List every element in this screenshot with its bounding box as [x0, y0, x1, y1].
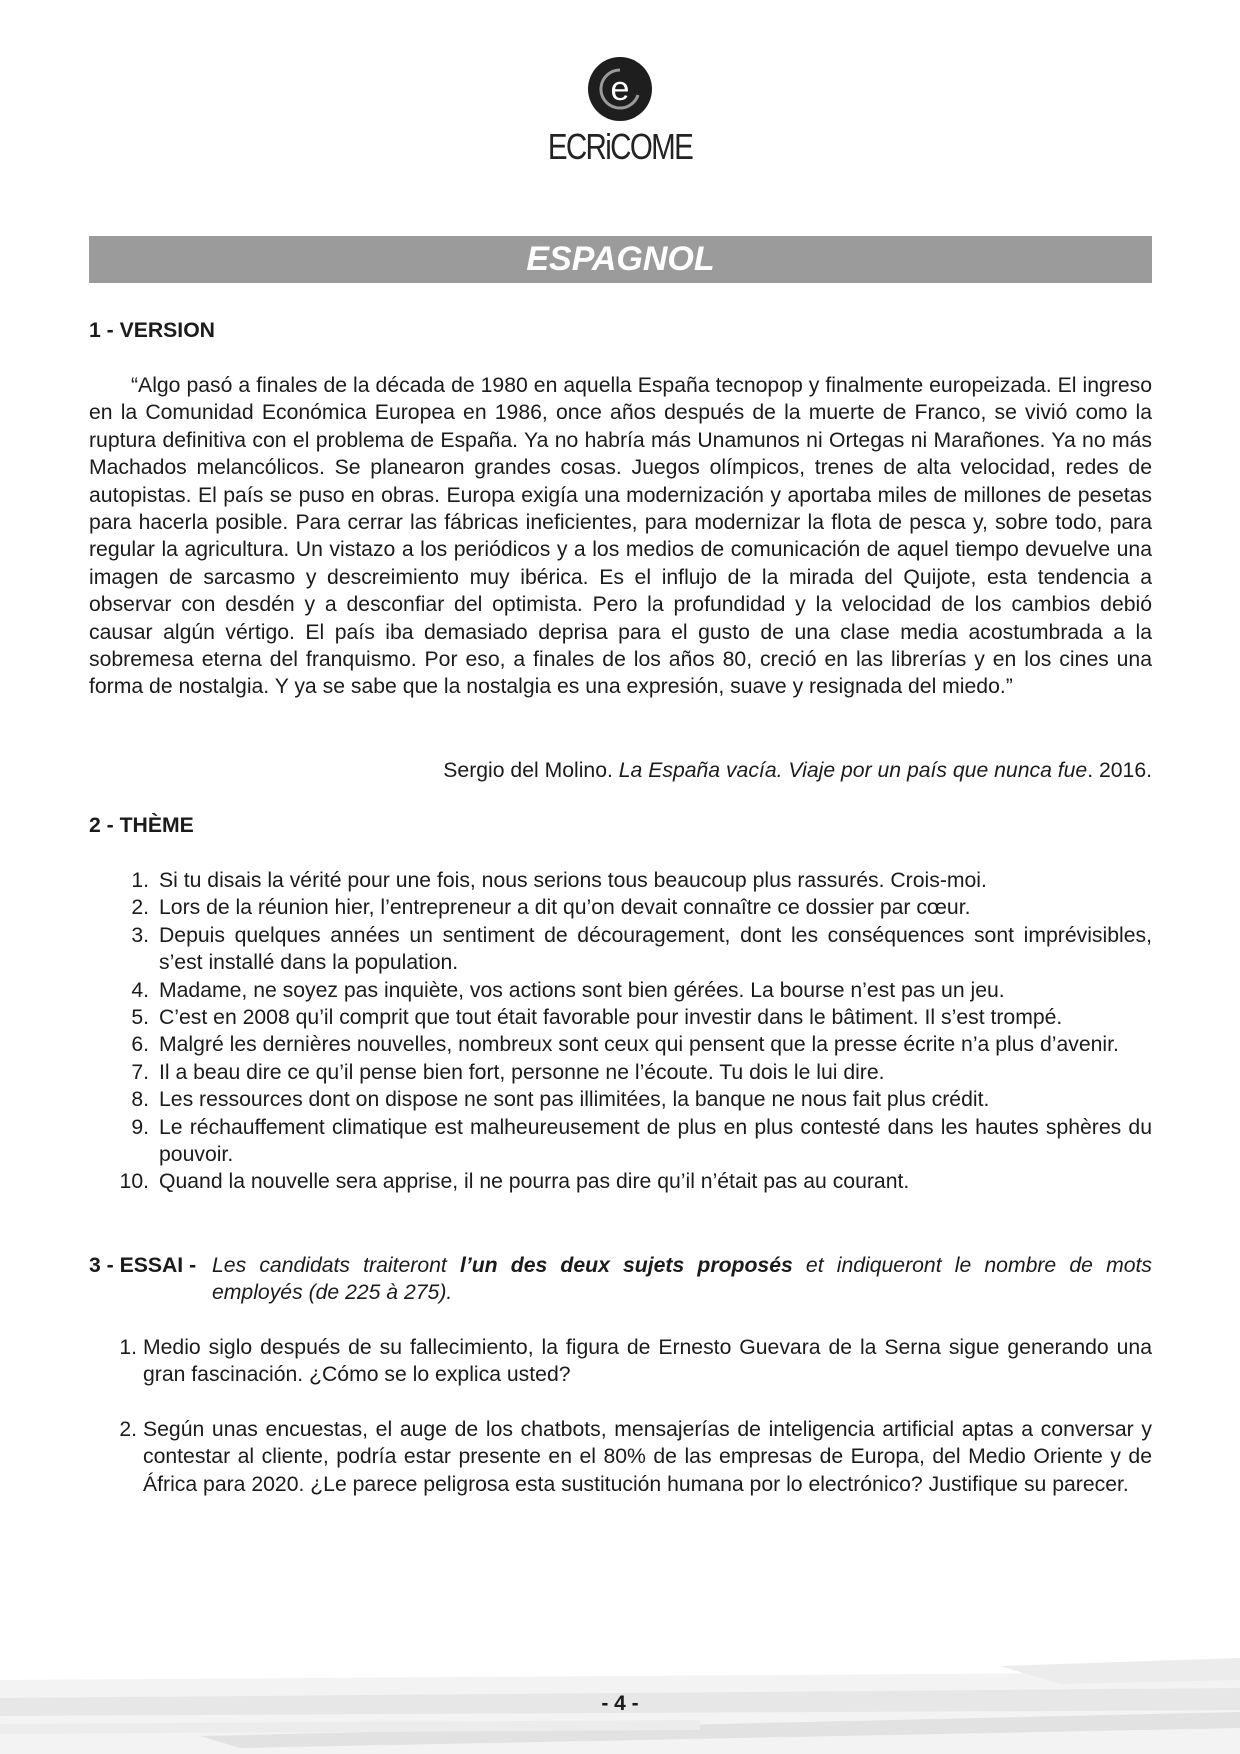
theme-list-block	[89, 867, 1152, 1196]
version-text-block	[89, 372, 1152, 701]
version-section	[89, 317, 1152, 344]
source-year: . 2016.	[1087, 759, 1152, 782]
theme-sentence	[89, 1031, 1152, 1058]
theme-sentence-text: Lors de la réunion hier, l’entrepreneur a dit qu’on devait connaître ce dossier par cœur.	[159, 896, 971, 920]
theme-sentence-text: Malgré les dernières nouvelles, nombreux sont ceux qui pensent que la presse écrite n’a plus d’avenir.	[159, 1033, 1119, 1057]
essai-instruction-part1: Les candidats traiteront	[212, 1254, 460, 1277]
essai-instruction-emphasis: l’un des deux sujets proposés	[459, 1254, 793, 1277]
theme-sentence-number: 7.	[131, 1060, 149, 1084]
theme-sentence-number: 1.	[131, 869, 149, 892]
essai-topic-text: Según unas encuestas, el auge de los chatbots, mensajerías de inteligencia artificial aptas a conversar y contestar al cliente, podría estar presente en el 80% de las empresas de Europa, del Medio Oriente y de África para 2020. ¿Le parece peligrosa esta sustitución humana por lo electrónico? Justifique su parecer.	[143, 1417, 1152, 1496]
theme-sentence-number: 9.	[131, 1115, 149, 1139]
source-book-title: La España vacía. Viaje por un país que nunca fue	[618, 759, 1088, 782]
theme-sentence	[89, 922, 1152, 977]
theme-sentence-text: Si tu disais la vérité pour une fois, nous serions tous beaucoup plus rassurés. Crois-moi.	[159, 869, 987, 892]
svg-text:e: e	[610, 70, 630, 108]
theme-sentence	[89, 1086, 1152, 1113]
essai-topic-number: 2.	[119, 1417, 137, 1441]
theme-sentence-number: 10.	[119, 1170, 149, 1194]
theme-sentence-text: Madame, ne soyez pas inquiète, vos actions sont bien gérées. La bourse n’est pas un jeu.	[159, 978, 1005, 1002]
theme-sentence-text: Depuis quelques années un sentiment de découragement, dont les conséquences sont imprévisibles, s’est installé dans la population.	[159, 923, 1152, 975]
theme-sentence-text: Quand la nouvelle sera apprise, il ne pourra pas dire qu’il n’était pas au courant.	[159, 1170, 910, 1194]
essai-topic-list	[89, 1334, 1152, 1498]
essai-topic-number: 1.	[119, 1336, 137, 1359]
theme-sentence-text: Le réchauffement climatique est malheureusement de plus en plus contesté dans les hautes sphères du pouvoir.	[159, 1115, 1152, 1167]
ecricome-wordmark: ECRiCOME	[547, 126, 693, 167]
subject-title-banner	[89, 236, 1152, 283]
theme-sentence-number: 8.	[131, 1088, 149, 1112]
theme-sentence-list	[89, 867, 1152, 1196]
page-number: - 4 -	[601, 1692, 639, 1715]
theme-sentence-number: 3.	[131, 923, 149, 947]
essai-instruction-part2: et indiqueront le nombre de mots employés (de 225 à 275).	[212, 1254, 1152, 1305]
essai-topics-block	[89, 1334, 1152, 1525]
theme-sentence	[89, 1168, 1152, 1195]
theme-sentence-text: C’est en 2008 qu’il comprit que tout était favorable pour investir dans le bâtiment. Il s’est trompé.	[159, 1006, 1063, 1030]
theme-heading: 2 - THÈME	[89, 814, 194, 837]
theme-sentence-number: 6.	[131, 1033, 149, 1057]
theme-sentence-number: 2.	[131, 896, 149, 920]
theme-sentence	[89, 1004, 1152, 1031]
essai-section	[89, 1252, 1152, 1307]
theme-sentence	[89, 867, 1152, 894]
theme-sentence-text: Il a beau dire ce qu’il pense bien fort, personne ne l’écoute. Tu dois le lui dire.	[159, 1060, 885, 1084]
theme-sentence-text: Les ressources dont on dispose ne sont pas illimitées, la banque ne nous fait plus crédit.	[159, 1088, 990, 1112]
source-author: Sergio del Molino.	[443, 759, 619, 782]
theme-sentence	[89, 894, 1152, 921]
theme-sentence	[89, 977, 1152, 1004]
ecricome-logo	[0, 56, 1240, 168]
version-heading: 1 - VERSION	[89, 319, 215, 342]
essai-instructions	[89, 1252, 1152, 1307]
essai-topic	[89, 1334, 1152, 1389]
theme-sentence-number: 5.	[131, 1006, 149, 1030]
subject-title: ESPAGNOL	[526, 240, 715, 278]
essai-topic	[89, 1416, 1152, 1498]
ecricome-e-emblem-icon	[587, 56, 653, 122]
version-paragraph: “Algo pasó a finales de la década de 1980 en aquella España tecnopop y finalmente europeizada. El ingreso en la Comunidad Económica Europea en 1986, once años después de la muerte de Franco, se vivió como la ruptura definitiva con el problema de España. Ya no habría más Unamunos ni Ortegas ni Marañones. Ya no más Machados melancólicos. Se planearon grandes cosas. Juegos olímpicos, trenes de alta velocidad, redes de autopistas. El país se puso en obras. Europa exigía una modernización y aportaba miles de millones de pesetas para hacerla posible. Para cerrar las fábricas ineficientes, para modernizar la flota de pesca y, sobre todo, para regular la agricultura. Un vistazo a los periódicos y a los medios de comunicación de aquel tiempo devuelve una imagen de sarcasmo y descreimiento muy ibérica. Es el influjo de la mirada del Quijote, esta tendencia a observar con desdén y a desconfiar del optimista. Pero la profundidad y la velocidad de los cambios debió causar algún vértigo. El país iba demasiado deprisa para el gusto de una clase media acostumbrada a la sobremesa eterna del franquismo. Por eso, a finales de los años 80, creció en las librerías y en los cines una forma de nostalgia. Y ya se sabe que la nostalgia es una expresión, suave y resignada del miedo.”	[89, 374, 1152, 699]
essai-topic-text: Medio siglo después de su fallecimiento, la figura de Ernesto Guevara de la Serna sigue generando una gran fascinación. ¿Cómo se lo explica usted?	[143, 1336, 1152, 1387]
theme-sentence	[89, 1114, 1152, 1169]
version-source	[89, 757, 1152, 784]
essai-heading: 3 - ESSAI -	[89, 1254, 197, 1277]
theme-sentence-number: 4.	[131, 978, 149, 1002]
theme-section	[89, 812, 1152, 839]
theme-sentence	[89, 1059, 1152, 1086]
